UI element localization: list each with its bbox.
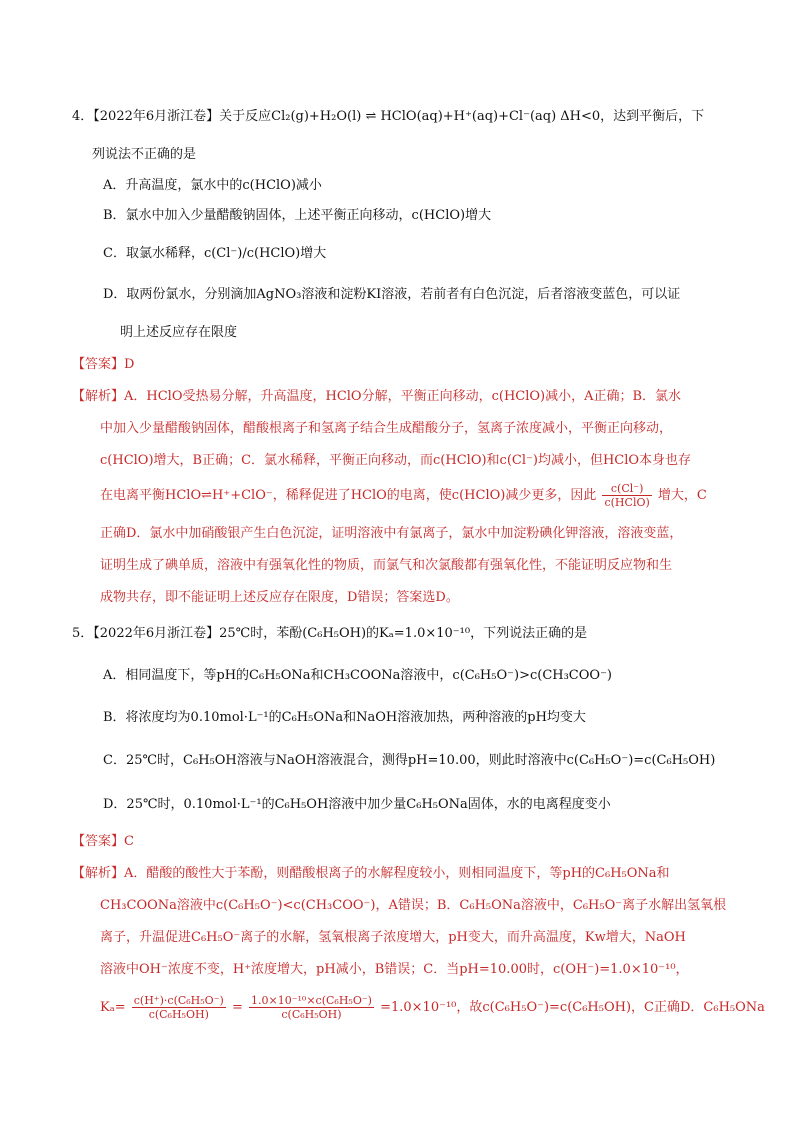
q5-fraction-1-numerator: c(H⁺)·c(C₆H₅O⁻)	[133, 994, 224, 1007]
q4-option-d-line2: 明上述反应存在限度	[120, 325, 238, 340]
q5-explanation-5-tail: =1.0×10⁻¹⁰，故c(C₆H₅O⁻)=c(C₆H₅OH)，C正确D．C₆H₅ONa	[380, 1000, 765, 1015]
q5-explanation-2: CH₃COONa溶液中c(C₆H₅O⁻)<c(CH₃COO⁻)，A错误；B．C₆H₅ONa溶液中，C₆H₅O⁻离子水解出氢氧根	[100, 898, 727, 913]
q4-option-a: A．升高温度，氯水中的c(HClO)减小	[103, 178, 322, 193]
q4-ratio-fraction	[602, 482, 651, 509]
q5-ka-label: Kₐ=	[100, 1000, 126, 1015]
q5-equals: =	[231, 1000, 243, 1015]
q4-explanation-5: 正确D．氯水中加硝酸银产生白色沉淀，证明溶液中有氯离子，氯水中加淀粉碘化钾溶液，溶液变蓝，	[100, 526, 683, 541]
q4-stem-line1: 4．【2022年6月浙江卷】关于反应Cl₂(g)+H₂O(l) ⇌ HClO(aq)+H⁺(aq)+Cl⁻(aq) ΔH<0，达到平衡后，下	[72, 109, 705, 124]
q5-option-a: A．相同温度下，等pH的C₆H₅ONa和CH₃COONa溶液中，c(C₆H₅O⁻)>c(CH₃COO⁻)	[103, 668, 613, 683]
q5-explanation-4: 溶液中OH⁻浓度不变，H⁺浓度增大，pH减小，B错误；C．当pH=10.00时，c(OH⁻)=1.0×10⁻¹⁰，	[100, 962, 689, 977]
q4-answer: 【答案】D	[72, 357, 135, 372]
q4-explanation-3: c(HClO)增大，B正确；C．氯水稀释，平衡正向移动，而c(HClO)和c(Cl⁻)均减小，但HClO本身也存	[100, 453, 692, 468]
q5-fraction-2	[249, 994, 374, 1021]
q5-option-c: C．25℃时，C₆H₅OH溶液与NaOH溶液混合，测得pH=10.00，则此时溶液中c(C₆H₅O⁻)=c(C₆H₅OH)	[103, 753, 716, 768]
q5-fraction-2-numerator: 1.0×10⁻¹⁰×c(C₆H₅O⁻)	[251, 994, 372, 1007]
q5-explanation-1: 【解析】A．醋酸的酸性大于苯酚，则醋酸根离子的水解程度较小，则相同温度下，等pH的C₆H₅ONa和	[72, 866, 670, 881]
q5-fraction-1-denominator: c(C₆H₅OH)	[148, 1008, 209, 1021]
q5-fraction-2-denominator: c(C₆H₅OH)	[281, 1008, 342, 1021]
q5-stem: 5．【2022年6月浙江卷】25℃时，苯酚(C₆H₅OH)的Kₐ=1.0×10⁻¹⁰，下列说法正确的是	[72, 626, 588, 641]
q5-explanation-5	[100, 994, 765, 1021]
q4-stem-line2: 列说法不正确的是	[92, 147, 197, 162]
q5-explanation-3: 离子，升温促进C₆H₅O⁻离子的水解，氢氧根离子浓度增大，pH变大，而升高温度，Kw增大，NaOH	[100, 930, 686, 945]
q4-explanation-4b: 增大，C	[657, 488, 707, 503]
q4-explanation-7: 成物共存，即不能证明上述反应存在限度，D错误；答案选D。	[100, 590, 459, 605]
q5-option-b: B．将浓度均为0.10mol·L⁻¹的C₆H₅ONa和NaOH溶液加热，两种溶液的pH均变大	[103, 710, 586, 725]
q5-fraction-1	[132, 994, 226, 1021]
q5-answer: 【答案】C	[72, 834, 134, 849]
q4-ratio-numerator: c(Cl⁻)	[602, 482, 651, 496]
q4-explanation-2: 中加入少量醋酸钠固体，醋酸根离子和氢离子结合生成醋酸分子，氢离子浓度减小，平衡正向移动，	[100, 421, 673, 436]
q4-explanation-1: 【解析】A．HClO受热易分解，升高温度，HClO分解，平衡正向移动，c(HClO)减小，A正确；B．氯水	[72, 389, 682, 404]
q4-explanation-4a: 在电离平衡HClO⇌H⁺+ClO⁻，稀释促进了HClO的电离，使c(HClO)减少更多，因此	[100, 488, 597, 503]
q4-ratio-denominator: c(HClO)	[604, 496, 650, 509]
q5-option-d: D．25℃时，0.10mol·L⁻¹的C₆H₅OH溶液中加少量C₆H₅ONa固体，水的电离程度变小	[103, 797, 611, 812]
q4-option-c: C．取氯水稀释，c(Cl⁻)/c(HClO)增大	[103, 246, 327, 261]
q4-option-d-line1: D．取两份氯水，分别滴加AgNO₃溶液和淀粉KI溶液，若前者有白色沉淀，后者溶液变蓝色，可以证	[103, 287, 681, 302]
q4-explanation-6: 证明生成了碘单质，溶液中有强氧化性的物质，而氯气和次氯酸都有强氧化性，不能证明反应物和生	[100, 558, 673, 573]
q4-explanation-4	[100, 482, 707, 509]
q4-option-b: B．氯水中加入少量醋酸钠固体，上述平衡正向移动，c(HClO)增大	[103, 208, 492, 223]
